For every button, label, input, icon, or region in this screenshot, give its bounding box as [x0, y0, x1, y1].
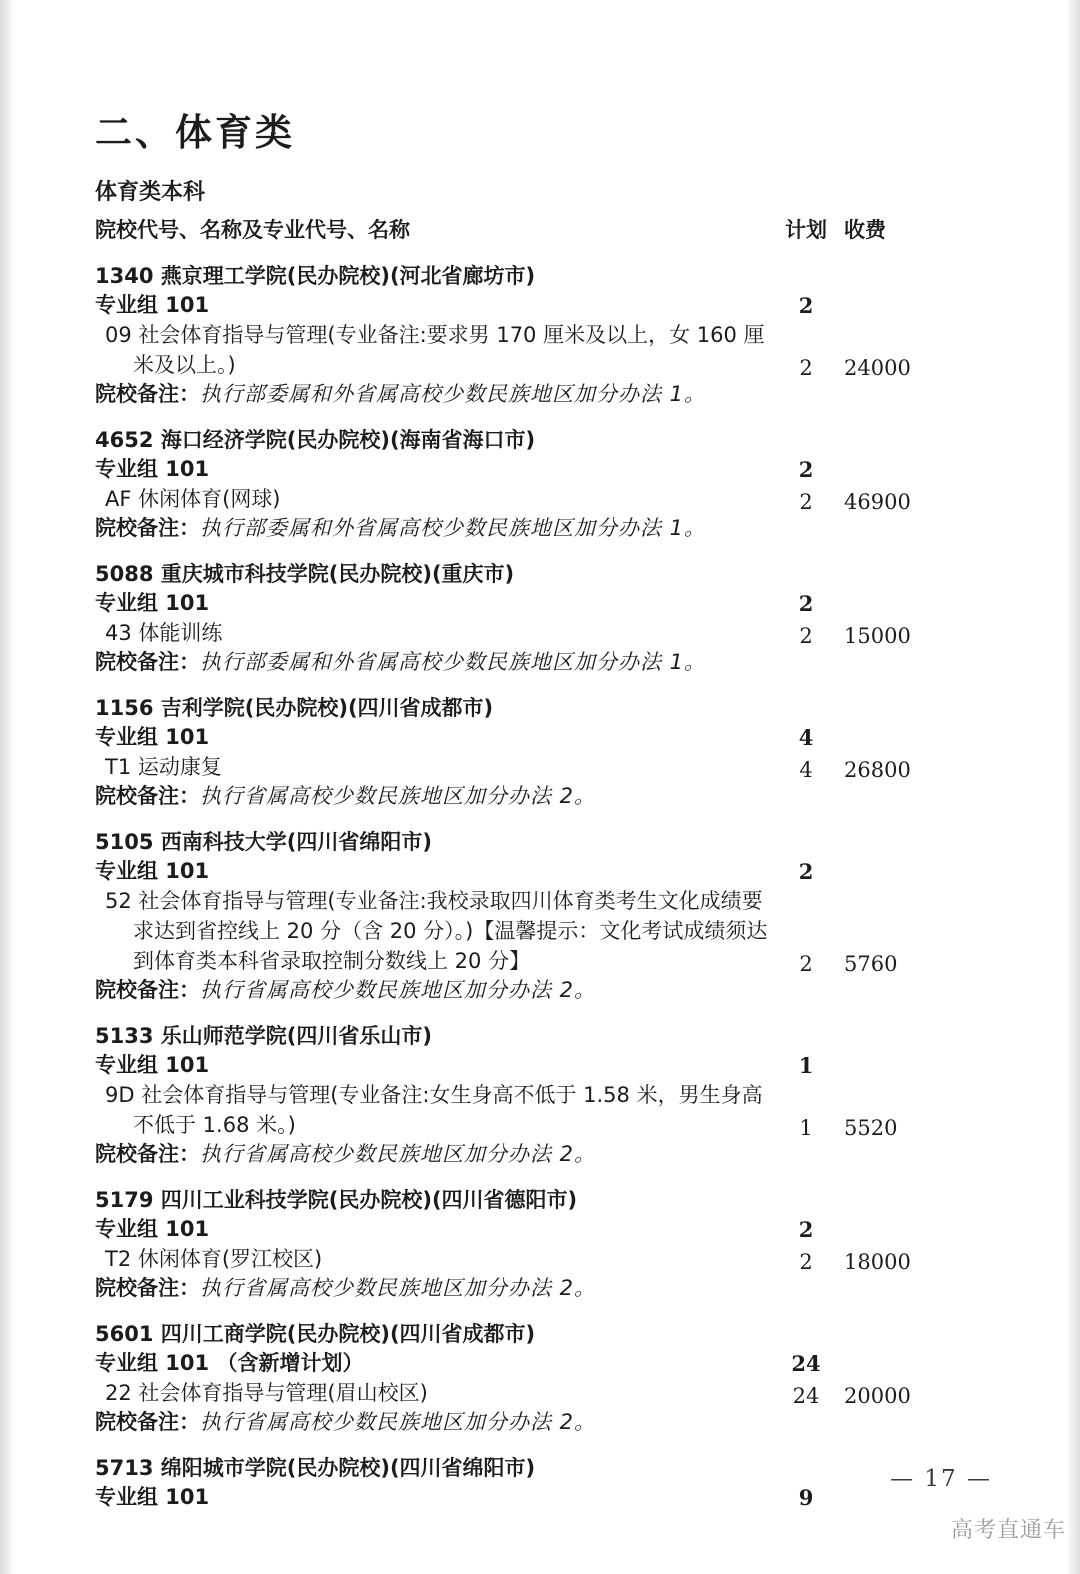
school-name: 1156 吉利学院(民办院校)(四川省成都市)	[95, 696, 494, 720]
group-row	[95, 1349, 932, 1378]
group-label: 专业组 101	[95, 859, 210, 883]
school-name: 5179 四川工业科技学院(民办院校)(四川省德阳市)	[95, 1188, 578, 1212]
school-name: 5088 重庆城市科技学院(民办院校)(重庆市)	[95, 562, 515, 586]
school-name: 4652 海口经济学院(民办院校)(海南省海口市)	[95, 428, 536, 452]
remark-text: 执行省属高校少数民族地区加分办法 2。	[200, 1276, 597, 1300]
school-name: 1340 燕京理工学院(民办院校)(河北省廊坊市)	[95, 264, 536, 288]
major-text: 43 体能训练	[105, 621, 223, 645]
group-row	[95, 291, 932, 320]
page-number: — 17 —	[890, 1466, 992, 1492]
group-row	[95, 589, 932, 618]
school-block	[95, 1022, 932, 1169]
remark-label: 院校备注：	[95, 978, 200, 1002]
major-row	[95, 320, 932, 380]
major-plan-value: 24	[792, 1384, 820, 1408]
remark-text: 执行省属高校少数民族地区加分办法 2。	[200, 1410, 597, 1434]
group-row	[95, 455, 932, 484]
group-row	[95, 1215, 932, 1244]
group-label: 专业组 101	[95, 1217, 210, 1241]
group-plan-value: 1	[798, 1053, 814, 1078]
group-plan-value: 2	[798, 591, 814, 616]
school-list	[95, 262, 932, 1512]
school-name: 5133 乐山师范学院(四川省乐山市)	[95, 1024, 432, 1048]
school-block	[95, 1320, 932, 1437]
major-plan-value: 2	[799, 1250, 813, 1274]
group-label: 专业组 101	[95, 725, 210, 749]
major-text: T2 休闲体育(罗江校区)	[105, 1247, 323, 1271]
school-block	[95, 426, 932, 543]
group-plan-value: 9	[798, 1485, 814, 1510]
remark-text: 执行部委属和外省属高校少数民族地区加分办法 1。	[200, 382, 707, 406]
header-fee-column: 收费	[844, 218, 886, 242]
table-header-row	[95, 216, 932, 245]
group-label: 专业组 101	[95, 293, 210, 317]
remark-text: 执行部委属和外省属高校少数民族地区加分办法 1。	[200, 516, 707, 540]
remark-row	[95, 648, 932, 677]
major-plan-value: 1	[799, 1116, 813, 1140]
school-block	[95, 1454, 932, 1512]
major-fee-value: 15000	[844, 624, 911, 648]
document-content	[95, 0, 932, 1512]
major-row	[95, 752, 932, 782]
school-name: 5105 西南科技大学(四川省绵阳市)	[95, 830, 432, 854]
school-block	[95, 262, 932, 409]
major-row	[95, 1244, 932, 1274]
remark-row	[95, 782, 932, 811]
major-fee-value: 26800	[844, 758, 911, 782]
major-plan-value: 2	[799, 490, 813, 514]
major-text: 9D 社会体育指导与管理(专业备注:女生身高不低于 1.58 米，男生身高不低于 1.68 米。)	[105, 1083, 763, 1137]
remark-label: 院校备注：	[95, 516, 200, 540]
remark-text: 执行省属高校少数民族地区加分办法 2。	[200, 978, 597, 1002]
group-label: 专业组 101	[95, 457, 210, 481]
school-block	[95, 560, 932, 677]
subsection-title: 体育类本科	[95, 180, 206, 205]
major-text: AF 休闲体育(网球)	[105, 487, 281, 511]
group-plan-value: 4	[798, 725, 814, 750]
group-plan-value: 2	[798, 859, 814, 884]
page-left-edge-shadow	[0, 0, 14, 1574]
section-title: 二、体育类	[95, 111, 295, 154]
remark-label: 院校备注：	[95, 382, 200, 406]
remark-row	[95, 1140, 932, 1169]
major-text: T1 运动康复	[105, 755, 222, 779]
major-plan-value: 4	[799, 758, 813, 782]
major-fee-value: 18000	[844, 1250, 911, 1274]
major-fee-value: 46900	[844, 490, 911, 514]
group-label: 专业组 101 （含新增计划）	[95, 1351, 364, 1375]
watermark-text: 高考直通车	[950, 1518, 1066, 1543]
major-plan-value: 2	[799, 356, 813, 380]
major-fee-value: 5520	[844, 1116, 898, 1140]
header-plan-column: 计划	[785, 218, 827, 242]
header-name-column: 院校代号、名称及专业代号、名称	[95, 218, 410, 242]
remark-label: 院校备注：	[95, 1410, 200, 1434]
page-right-edge-shadow	[1066, 0, 1080, 1574]
group-plan-value: 2	[798, 1217, 814, 1242]
school-name: 5713 绵阳城市学院(民办院校)(四川省绵阳市)	[95, 1456, 536, 1480]
group-label: 专业组 101	[95, 1053, 210, 1077]
major-row	[95, 1378, 932, 1408]
school-block	[95, 694, 932, 811]
major-row	[95, 618, 932, 648]
major-row	[95, 886, 932, 976]
major-plan-value: 2	[799, 952, 813, 976]
major-row	[95, 1080, 932, 1140]
group-row	[95, 857, 932, 886]
group-row	[95, 1051, 932, 1080]
group-plan-value: 2	[798, 293, 814, 318]
group-row	[95, 723, 932, 752]
group-label: 专业组 101	[95, 591, 210, 615]
group-row	[95, 1483, 932, 1512]
major-fee-value: 5760	[844, 952, 898, 976]
group-plan-value: 24	[791, 1351, 821, 1376]
remark-text: 执行部委属和外省属高校少数民族地区加分办法 1。	[200, 650, 707, 674]
remark-label: 院校备注：	[95, 1142, 200, 1166]
major-plan-value: 2	[799, 624, 813, 648]
remark-row	[95, 514, 932, 543]
remark-label: 院校备注：	[95, 1276, 200, 1300]
remark-text: 执行省属高校少数民族地区加分办法 2。	[200, 1142, 597, 1166]
remark-label: 院校备注：	[95, 784, 200, 808]
remark-row	[95, 380, 932, 409]
remark-text: 执行省属高校少数民族地区加分办法 2。	[200, 784, 597, 808]
major-text: 52 社会体育指导与管理(专业备注:我校录取四川体育类考生文化成绩要求达到省控线上 20 分（含 20 分）。)【温馨提示：文化考试成绩须达到体育类本科省录取控制分数线上 20 分】	[105, 889, 768, 973]
school-block	[95, 828, 932, 1005]
group-label: 专业组 101	[95, 1485, 210, 1509]
remark-row	[95, 1274, 932, 1303]
major-fee-value: 20000	[844, 1384, 911, 1408]
group-plan-value: 2	[798, 457, 814, 482]
remark-row	[95, 976, 932, 1005]
remark-label: 院校备注：	[95, 650, 200, 674]
major-row	[95, 484, 932, 514]
school-block	[95, 1186, 932, 1303]
school-name: 5601 四川工商学院(民办院校)(四川省成都市)	[95, 1322, 536, 1346]
major-fee-value: 24000	[844, 356, 911, 380]
major-text: 09 社会体育指导与管理(专业备注:要求男 170 厘米及以上，女 160 厘米及以上。)	[105, 323, 765, 377]
remark-row	[95, 1408, 932, 1437]
major-text: 22 社会体育指导与管理(眉山校区)	[105, 1381, 428, 1405]
